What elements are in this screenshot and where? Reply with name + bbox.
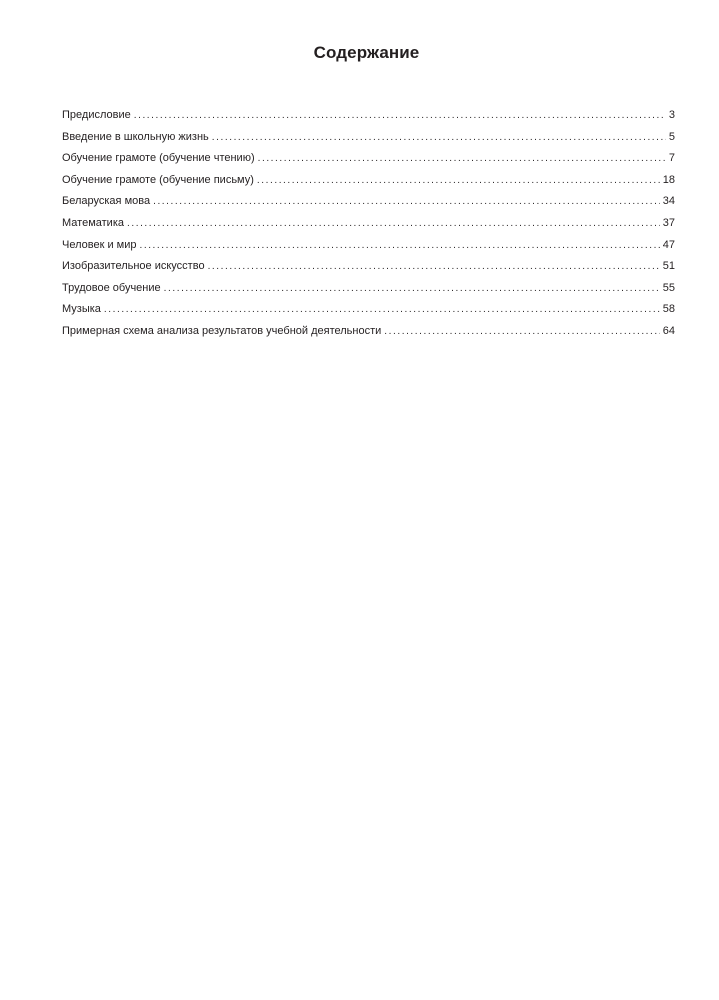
toc-entry-page: 5: [668, 130, 675, 143]
toc-dot-leader: [212, 127, 666, 149]
toc-dot-leader: [208, 256, 660, 278]
table-of-contents: [62, 105, 675, 343]
toc-entry-page: 7: [668, 152, 675, 165]
toc-entry[interactable]: [62, 191, 675, 213]
toc-entry-page: 58: [662, 303, 675, 316]
toc-entry[interactable]: [62, 299, 675, 321]
toc-dot-leader: [384, 321, 659, 343]
toc-dot-leader: [104, 299, 660, 321]
toc-entry-label: Математика: [62, 216, 124, 229]
toc-entry[interactable]: [62, 235, 675, 257]
toc-entry[interactable]: [62, 256, 675, 278]
toc-entry[interactable]: [62, 278, 675, 300]
toc-dot-leader: [164, 278, 660, 300]
toc-entry-label: Беларуская мова: [62, 195, 151, 208]
toc-entry-label: Примерная схема анализа результатов учебной деятельности: [62, 324, 382, 337]
toc-dot-leader: [134, 105, 666, 127]
toc-entry[interactable]: [62, 105, 675, 127]
toc-entry-label: Введение в школьную жизнь: [62, 130, 209, 143]
toc-entry[interactable]: [62, 170, 675, 192]
toc-entry-page: 37: [662, 216, 675, 229]
toc-entry-page: 51: [662, 260, 675, 273]
toc-entry-page: 64: [662, 324, 675, 337]
toc-entry[interactable]: [62, 321, 675, 343]
toc-entry[interactable]: [62, 148, 675, 170]
toc-entry[interactable]: [62, 213, 675, 235]
toc-entry-label: Обучение грамоте (обучение письму): [62, 173, 254, 186]
toc-dot-leader: [139, 235, 659, 257]
toc-dot-leader: [153, 191, 660, 213]
toc-dot-leader: [258, 148, 666, 170]
toc-entry-label: Предисловие: [62, 109, 131, 121]
toc-entry-page: 55: [662, 281, 675, 294]
page-title: Содержание: [313, 43, 420, 62]
toc-entry-label: Изобразительное искусство: [62, 260, 205, 273]
toc-entry-page: 47: [662, 238, 675, 251]
toc-entry-page: 3: [668, 109, 675, 121]
toc-entry[interactable]: [62, 127, 675, 149]
toc-entry-page: 18: [662, 173, 675, 186]
toc-entry-label: Человек и мир: [62, 238, 137, 251]
toc-dot-leader: [127, 213, 660, 235]
toc-entry-label: Музыка: [62, 303, 101, 316]
toc-entry-label: Обучение грамоте (обучение чтению): [62, 152, 255, 165]
toc-dot-leader: [257, 170, 660, 192]
toc-entry-page: 34: [662, 195, 675, 208]
toc-entry-label: Трудовое обучение: [62, 281, 161, 294]
